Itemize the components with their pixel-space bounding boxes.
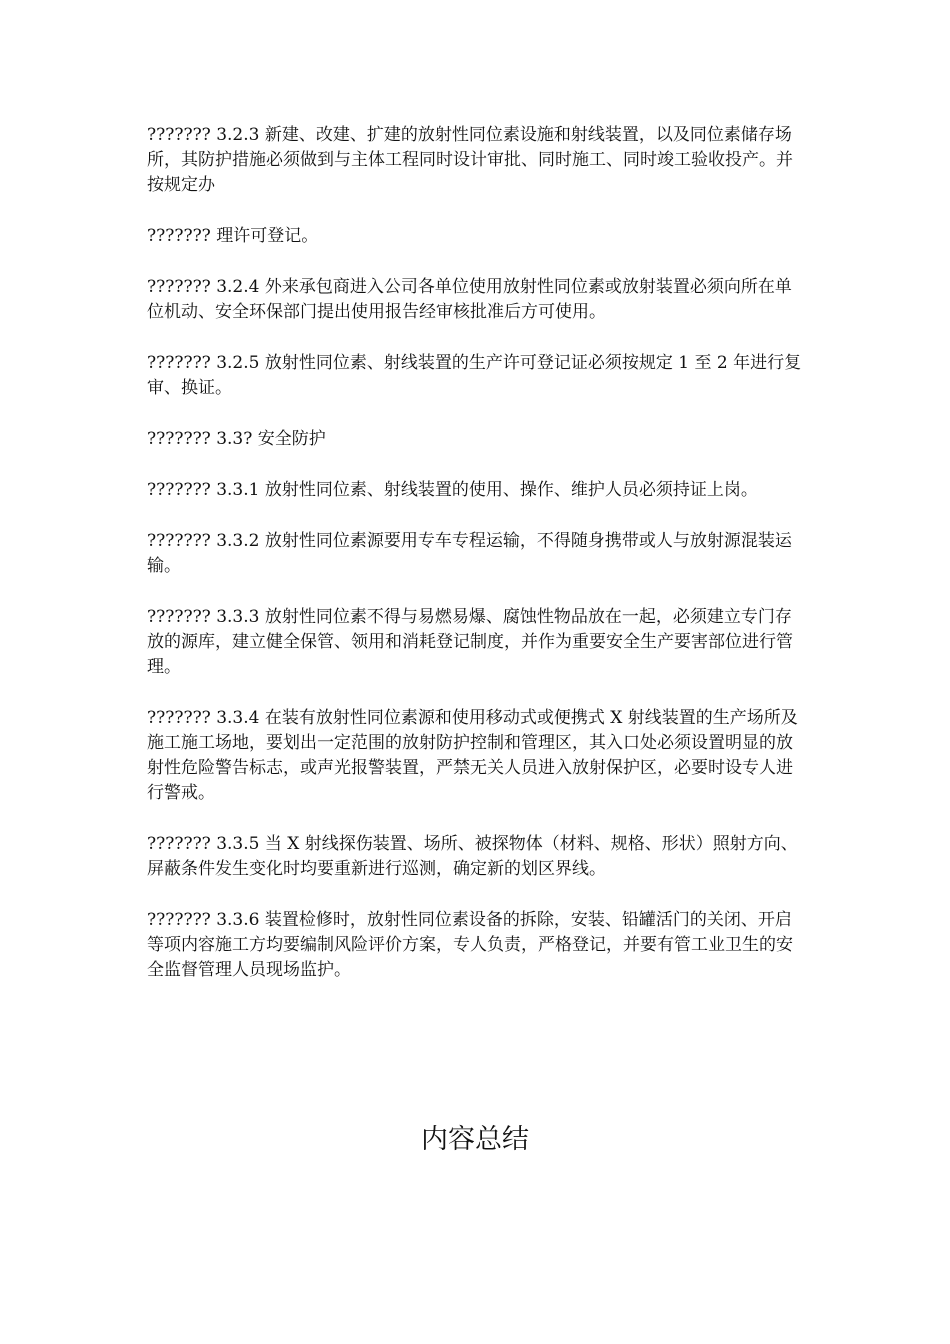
paragraph-3-3-4: ??????? 3.3.4 在装有放射性同位素源和使用移动式或便携式 X 射线装置的生产场所及施工施工场地，要划出一定范围的放射防护控制和管理区，其入口处必须设置明显的放射性危险警告标志，或声光报警装置，严禁无关人员进入放射保护区，必要时设专人进行警戒。 <box>147 708 798 803</box>
paragraph-3-3-2: ??????? 3.3.2 放射性同位素源要用专车专程运输，不得随身携带或人与放射源混装运输。 <box>147 531 792 576</box>
paragraph-3-3-1: ??????? 3.3.1 放射性同位素、射线装置的使用、操作、维护人员必须持证上岗。 <box>147 480 758 500</box>
paragraph-3-2-4: ??????? 3.2.4 外来承包商进入公司各单位使用放射性同位素或放射装置必须向所在单位机动、安全环保部门提出使用报告经审核批准后方可使用。 <box>147 277 792 322</box>
paragraph-3-3-6: ??????? 3.3.6 装置检修时，放射性同位素设备的拆除，安装、铅罐活门的关闭、开启等项内容施工方均要编制风险评价方案，专人负责，严格登记，并要有管工业卫生的安全监督管理人员现场监护。 <box>147 910 793 980</box>
paragraph-3-3-5: ??????? 3.3.5 当 X 射线探伤装置、场所、被探物体（材料、规格、形状）照射方向、屏蔽条件发生变化时均要重新进行巡测，确定新的划区界线。 <box>147 834 798 879</box>
document-body <box>147 123 807 1009</box>
heading-3-3-safety-protection: ??????? 3.3? 安全防护 <box>147 429 326 449</box>
paragraph-3-2-3: ??????? 3.2.3 新建、改建、扩建的放射性同位素设施和射线装置，以及同位素储存场所，其防护措施必须做到与主体工程同时设计审批、同时施工、同时竣工验收投产。并按规定办 <box>147 125 793 195</box>
paragraph-3-3-3: ??????? 3.3.3 放射性同位素不得与易燃易爆、腐蚀性物品放在一起，必须建立专门存放的源库，建立健全保管、领用和消耗登记制度，并作为重要安全生产要害部位进行管理。 <box>147 607 793 677</box>
section-title-summary: 内容总结 <box>421 1124 529 1155</box>
paragraph-continuation: ??????? 理许可登记。 <box>147 226 319 246</box>
paragraph-3-2-5: ??????? 3.2.5 放射性同位素、射线装置的生产许可登记证必须按规定 1 至 2 年进行复审、换证。 <box>147 353 802 398</box>
